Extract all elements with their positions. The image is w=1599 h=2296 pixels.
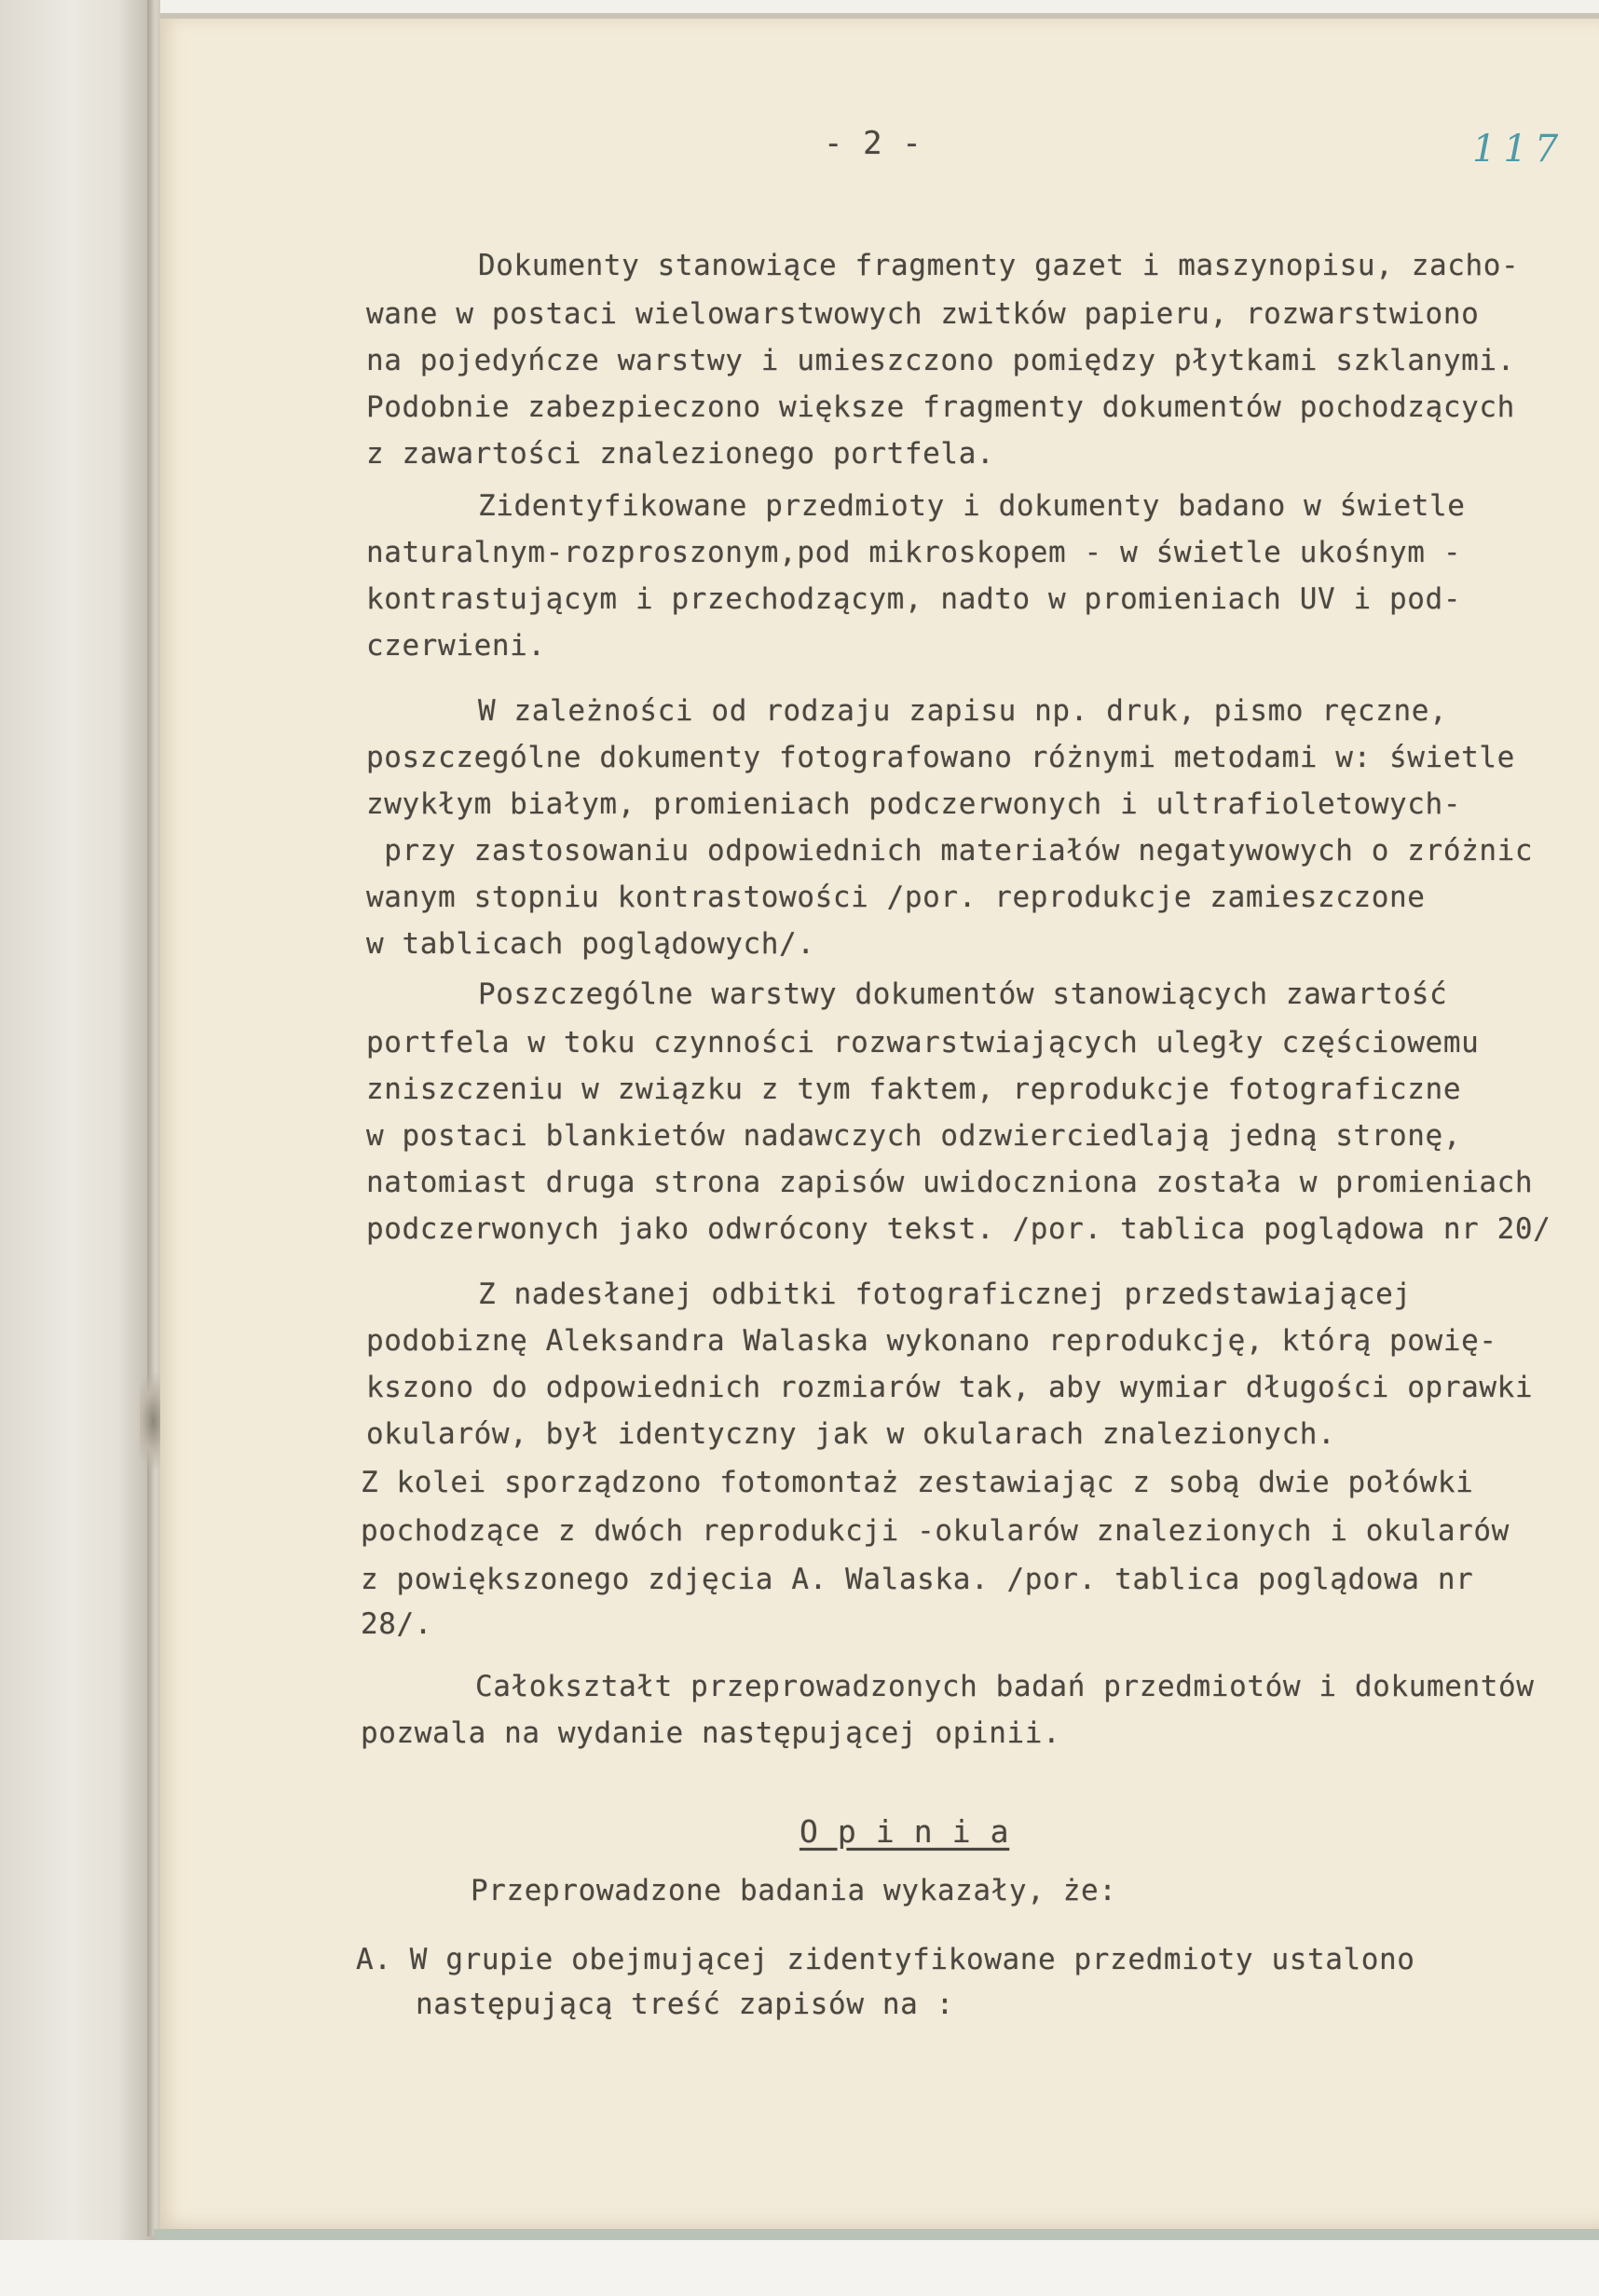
body-line: zwykłym białym, promieniach podczerwonych i ultrafioletowych- — [366, 787, 1462, 821]
body-line: portfela w toku czynności rozwarstwiających uległy częściowemu — [366, 1026, 1480, 1059]
sheet-bottom-edge — [154, 2229, 1599, 2240]
body-line: wane w postaci wielowarstwowych zwitków papieru, rozwarstwiono — [366, 297, 1480, 331]
body-line: w postaci blankietów nadawczych odzwierciedlają jedną stronę, — [366, 1119, 1462, 1153]
page-number: - 2 - — [824, 125, 922, 162]
body-line: w tablicach poglądowych/. — [366, 927, 815, 961]
scan-background — [0, 2240, 1599, 2296]
body-line: z zawartości znalezionego portfela. — [366, 437, 995, 471]
body-line: pochodzące z dwóch reprodukcji -okularów znalezionych i okularów — [361, 1514, 1510, 1548]
body-line: kontrastującym i przechodzącym, nadto w promieniach UV i pod- — [366, 582, 1462, 616]
body-line: z powiększonego zdjęcia A. Walaska. /por. tablica poglądowa nr — [361, 1563, 1474, 1596]
body-line: Z nadesłanej odbitki fotograficznej przedstawiającej — [478, 1278, 1412, 1311]
body-line: wanym stopniu kontrastowości /por. reprodukcje zamieszczone — [366, 881, 1426, 914]
body-line: okularów, był identyczny jak w okularach znalezionych. — [366, 1417, 1336, 1451]
body-line: poszczególne dokumenty fotografowano różnymi metodami w: świetle — [366, 741, 1515, 774]
body-line: zniszczeniu w związku z tym faktem, reprodukcje fotograficzne — [366, 1073, 1462, 1106]
body-line: natomiast druga strona zapisów uwidoczniona została w promieniach — [366, 1166, 1534, 1199]
body-line: Poszczególne warstwy dokumentów stanowiących zawartość — [478, 977, 1448, 1011]
body-line: naturalnym-rozproszonym,pod mikroskopem - w świetle ukośnym - — [366, 536, 1462, 569]
binder-strip-edge — [147, 0, 160, 2236]
body-line: Zidentyfikowane przedmioty i dokumenty badano w świetle — [478, 489, 1466, 523]
body-line: podobiznę Aleksandra Walaska wykonano reprodukcję, którą powię- — [366, 1324, 1497, 1358]
body-line: 28/. — [361, 1607, 433, 1641]
body-line: podczerwonych jako odwrócony tekst. /por. tablica poglądowa nr 20/ — [366, 1212, 1551, 1246]
body-line: W zależności od rodzaju zapisu np. druk, pismo ręczne, — [478, 694, 1448, 728]
archive-number: 117 — [1472, 128, 1566, 171]
opinion-heading: O p i n i a — [800, 1813, 1010, 1850]
body-line: Podobnie zabezpieczono większe fragmenty dokumentów pochodzących — [366, 390, 1515, 424]
body-line: na pojedyńcze warstwy i umieszczono pomiędzy płytkami szklanymi. — [366, 344, 1515, 377]
body-line: pozwala na wydanie następującej opinii. — [361, 1716, 1061, 1750]
binder-strip — [0, 0, 157, 2296]
body-line: Całokształt przeprowadzonych badań przedmiotów i dokumentów — [475, 1670, 1535, 1703]
body-line: Z kolei sporządzono fotomontaż zestawiając z sobą dwie połówki — [361, 1466, 1474, 1499]
body-line: czerwieni. — [366, 629, 546, 663]
opinion-item-a: A. W grupie obejmującej zidentyfikowane przedmioty ustalono — [356, 1943, 1415, 1976]
opinion-item-a-continued: następującą treść zapisów na : — [416, 1988, 954, 2021]
body-line: przy zastosowaniu odpowiednich materiałów negatywowych o zróżnic — [366, 834, 1534, 868]
body-line: Dokumenty stanowiące fragmenty gazet i maszynopisu, zacho- — [478, 249, 1520, 282]
opinion-intro: Przeprowadzone badania wykazały, że: — [471, 1874, 1117, 1907]
body-line: kszono do odpowiednich rozmiarów tak, aby wymiar długości oprawki — [366, 1371, 1534, 1404]
